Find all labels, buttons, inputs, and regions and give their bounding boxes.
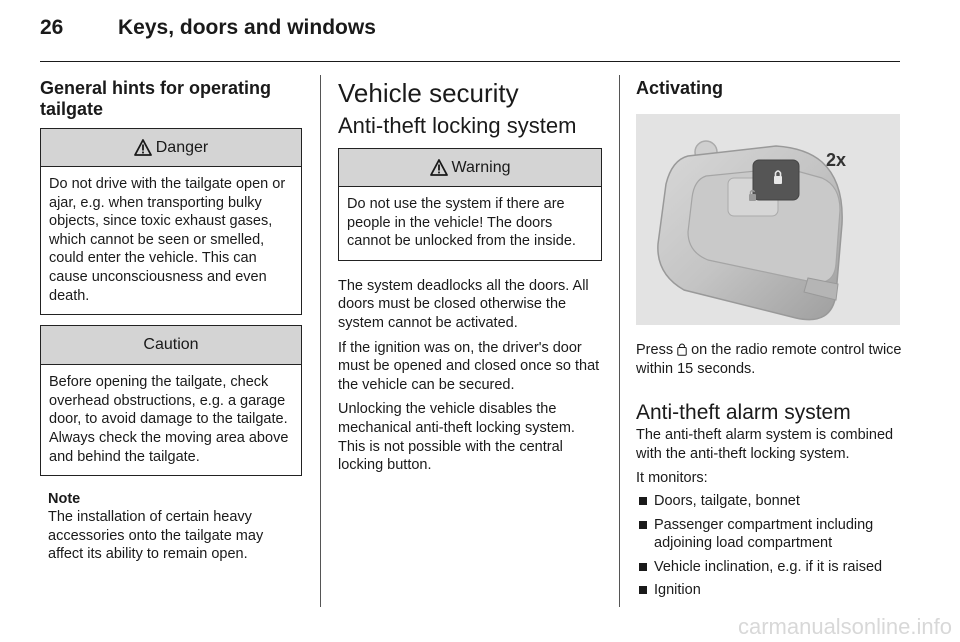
vehicle-security-title: Vehicle security bbox=[338, 78, 519, 108]
paragraph-deadlocks: The system deadlocks all the doors. All doors must be closed otherwise the system cannot be activated. bbox=[338, 277, 589, 331]
note-text: The installation of certain heavy accessories onto the tailgate may affect its ability to remain open. bbox=[48, 509, 264, 563]
caution-header bbox=[41, 326, 301, 365]
column-2 bbox=[338, 78, 602, 475]
anti-theft-locking-title: Anti-theft locking system bbox=[338, 113, 577, 138]
anti-theft-alarm-title: Anti-theft alarm system bbox=[636, 401, 851, 425]
section-heading-tailgate: General hints for operating tailgate bbox=[40, 78, 272, 119]
twice-label: 2x bbox=[826, 150, 847, 170]
column-1 bbox=[40, 78, 302, 564]
caution-label: Caution bbox=[143, 336, 199, 354]
page-number: 26 bbox=[40, 16, 64, 39]
caution-text: Before opening the tailgate, check overhead obstructions, e.g. a garage door, to avoid damage to the tailgate. Always check the moving area above and behind the tailgate. bbox=[49, 374, 289, 465]
warning-box bbox=[338, 148, 602, 261]
warning-label: Warning bbox=[451, 159, 511, 176]
warning-triangle-icon bbox=[430, 159, 448, 176]
remote-key-icon bbox=[636, 114, 900, 325]
remote-key-illustration bbox=[636, 114, 900, 325]
page-header bbox=[40, 16, 900, 46]
column-divider-2 bbox=[619, 75, 620, 607]
warning-triangle-icon bbox=[134, 139, 152, 156]
column-divider-1 bbox=[320, 75, 321, 607]
list-item: Ignition bbox=[636, 581, 902, 600]
lock-icon bbox=[677, 342, 687, 356]
watermark: carmanualsonline.info bbox=[737, 614, 952, 639]
paragraph-unlocking: Unlocking the vehicle disables the mechanical anti-theft locking system. This is not possible with the central locking button. bbox=[338, 401, 575, 474]
danger-text: Do not drive with the tailgate open or ajar, e.g. when transporting bulky objects, since toxic exhaust gases, which cannot be seen or smelled, could enter the vehicle. This can cause unconsciousness and even death. bbox=[49, 176, 286, 304]
monitors-list bbox=[636, 492, 902, 600]
caution-box bbox=[40, 325, 302, 476]
paragraph-ignition: If the ignition was on, the driver's door must be opened and closed once so that the vehicle can be secured. bbox=[338, 339, 600, 393]
list-item: Passenger compartment including adjoining load compartment bbox=[636, 516, 902, 553]
page-title: Keys, doors and windows bbox=[118, 16, 376, 39]
list-item: Vehicle inclination, e.g. if it is raised bbox=[636, 558, 902, 577]
danger-box bbox=[40, 128, 302, 315]
column-3 bbox=[636, 78, 902, 605]
danger-label: Danger bbox=[155, 139, 209, 156]
alarm-description: The anti-theft alarm system is combined with the anti-theft locking system. bbox=[636, 427, 894, 462]
list-item: Doors, tailgate, bonnet bbox=[636, 492, 902, 511]
monitors-label: It monitors: bbox=[636, 470, 708, 487]
warning-text: Do not use the system if there are people in the vehicle! The doors cannot be unlocked from the inside. bbox=[347, 196, 576, 250]
warning-header bbox=[339, 149, 601, 187]
press-instruction: Press on the radio remote control twice within 15 seconds. bbox=[636, 342, 902, 377]
activating-heading: Activating bbox=[636, 78, 724, 98]
danger-header bbox=[41, 129, 301, 167]
note-title: Note bbox=[48, 491, 81, 508]
header-rule bbox=[40, 61, 900, 62]
